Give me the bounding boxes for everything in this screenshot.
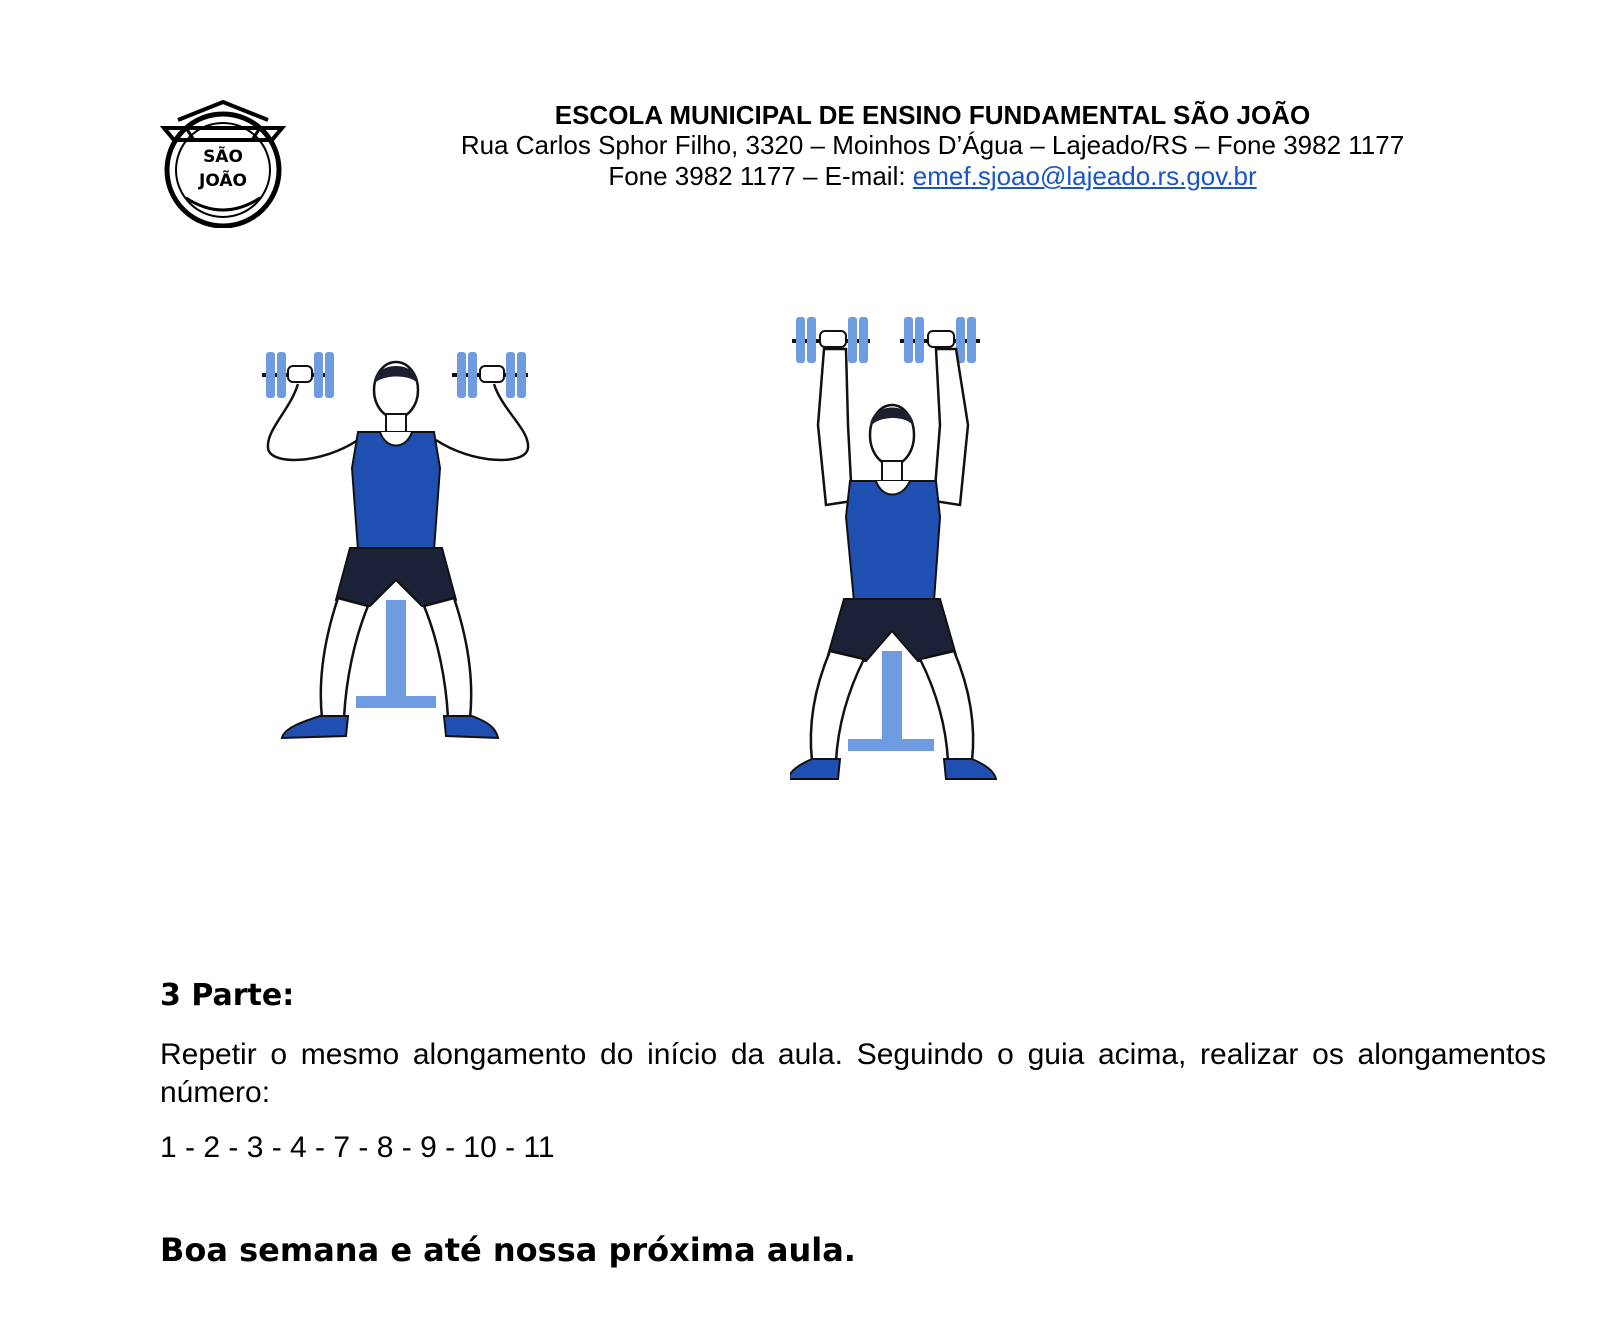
school-contact <box>300 161 1565 192</box>
exercise-start-figure <box>262 340 562 780</box>
dumbbell-press-top-illustration <box>790 305 1040 805</box>
dumbbell-press-start-illustration <box>262 340 562 780</box>
section-title: 3 Parte: <box>160 978 295 1013</box>
school-name: ESCOLA MUNICIPAL DE ENSINO FUNDAMENTAL SÃO JOÃO <box>554 100 1311 130</box>
exercise-top-figure <box>790 305 1040 805</box>
logo-text-top: SÃO <box>203 147 243 167</box>
closing-message: Boa semana e até nossa próxima aula. <box>160 1231 856 1269</box>
email-link[interactable]: emef.sjoao@lajeado.rs.gov.br <box>912 161 1257 191</box>
letterhead <box>300 100 1565 192</box>
contact-prefix: Fone 3982 1177 – E-mail: <box>608 161 913 191</box>
school-logo <box>156 98 290 228</box>
school-address: Rua Carlos Sphor Filho, 3320 – Moinhos D’Água – Lajeado/RS – Fone 3982 1177 <box>460 130 1405 160</box>
stretch-numbers: 1 - 2 - 3 - 4 - 7 - 8 - 9 - 10 - 11 <box>160 1131 555 1164</box>
logo-text-bottom: JOÃO <box>199 171 247 191</box>
instructions-paragraph: Repetir o mesmo alongamento do início da aula. Seguindo o guia acima, realizar os alongamentos número: <box>160 1038 1546 1109</box>
